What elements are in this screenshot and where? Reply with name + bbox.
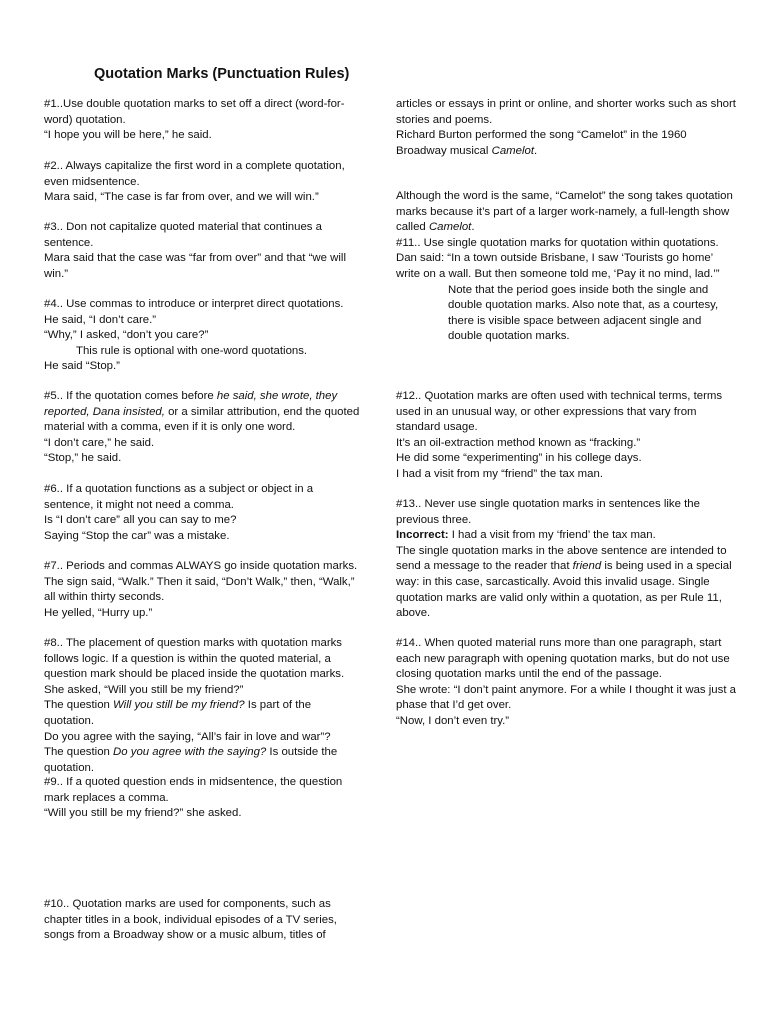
rule-8-text: #8.. The placement of question marks with quotation marks follows logic. If a question is within the quoted material, a question mark should be placed inside the quotation marks. bbox=[44, 637, 345, 681]
rule-10-explain-title: Camelot bbox=[428, 221, 472, 234]
rule-9 bbox=[44, 775, 362, 822]
rule-11-text: #11.. Use single quotation marks for quotation within quotations. bbox=[396, 236, 719, 249]
rule-10-text-2: articles or essays in print or online, and shorter works such as short stories and poems. bbox=[396, 98, 736, 126]
rule-5-example-2: “Stop,” he said. bbox=[44, 452, 122, 465]
rule-5 bbox=[44, 389, 362, 467]
rule-4 bbox=[44, 297, 362, 375]
rule-4-note: This rule is optional with one-word quotations. bbox=[76, 344, 308, 357]
rule-10-example bbox=[396, 128, 736, 159]
rule-10-example-a: Richard Burton performed the song “Camelot” in the 1960 Broadway musical bbox=[396, 129, 687, 157]
rule-5-text-c: or a similar attribution, end the quoted material with a comma, even if it is only one word. bbox=[44, 405, 360, 434]
rule-8-explain-2-c: Is outside the quotation. bbox=[44, 746, 338, 774]
rule-11-note: Note that the period goes inside both the single and double quotation marks. Also note that, as a courtesy, there is visible space between adjacent single and double quotation marks. bbox=[448, 283, 719, 343]
rule-8-explain-1-c: Is part of the quotation. bbox=[44, 699, 312, 727]
rule-1-text: #1..Use double quotation marks to set off a direct (word-for-word) quotation. bbox=[44, 98, 345, 126]
rule-13-text: #13.. Never use single quotation marks in sentences like the previous three. bbox=[396, 498, 700, 526]
rule-8-explain-1-italic: Will you still be my friend? bbox=[113, 699, 245, 712]
rule-13-explain-a: The single quotation marks in the above sentence are intended to send a message to the reader that bbox=[396, 544, 727, 573]
rule-13-explain-italic: friend bbox=[572, 560, 602, 573]
rule-6-example-2: Saying “Stop the car” was a mistake. bbox=[44, 529, 230, 542]
rule-14-text: #14.. When quoted material runs more than one paragraph, start each new paragraph with opening quotation marks, but do not use closing quotation marks until the end of the passage. bbox=[396, 637, 730, 681]
rule-8 bbox=[44, 636, 362, 776]
rule-6-text: #6.. If a quotation functions as a subject or object in a sentence, it might not need a comma. bbox=[44, 483, 314, 511]
rule-5-attributions: he said, she wrote, they reported, Dana insisted, bbox=[44, 390, 338, 418]
rule-14-example-1: She wrote: “I don’t paint anymore. For a while I thought it was just a phase that I’d get over. bbox=[396, 683, 736, 712]
page-title: Quotation Marks (Punctuation Rules) bbox=[94, 66, 350, 82]
rule-1 bbox=[44, 97, 362, 144]
rule-9-text: #9.. If a quoted question ends in midsentence, the question mark replaces a comma. bbox=[44, 776, 343, 804]
rule-8-explain-2 bbox=[44, 745, 362, 776]
rule-13-explain bbox=[396, 544, 736, 622]
rule-10-explain bbox=[396, 189, 736, 236]
rule-11-example: Dan said: “In a town outside Brisbane, I saw ‘Tourists go home’ write on a wall. But then someone told me, ‘Pay it no mind, lad.’” bbox=[396, 252, 720, 280]
rule-10-part-1 bbox=[44, 897, 362, 944]
rule-13-incorrect-label: Incorrect: bbox=[396, 529, 449, 542]
rule-3-example: Mara said that the case was “far from over” and that “we will win.” bbox=[44, 252, 346, 280]
rule-12 bbox=[396, 389, 736, 483]
rule-8-example-2: Do you agree with the saying, “All’s fair in love and war”? bbox=[44, 730, 331, 743]
rule-4-example-2: “Why,” I asked, “don’t you care?” bbox=[44, 329, 209, 342]
rule-7-example-1: The sign said, “Walk.” Then it said, “Don’t Walk,” then, “Walk,” all within thirty seconds. bbox=[44, 575, 355, 604]
rule-12-text: #12.. Quotation marks are often used with technical terms, terms used in an unusual way, or other expressions that vary from standard usage. bbox=[396, 390, 723, 434]
rule-1-example: “I hope you will be here,” he said. bbox=[44, 129, 212, 142]
rule-8-explain-1-a: The question bbox=[44, 699, 114, 712]
rule-2-text: #2.. Always capitalize the first word in a complete quotation, even midsentence. bbox=[44, 160, 345, 188]
rule-10-explain-c: . bbox=[471, 221, 475, 234]
rule-13-incorrect-example: I had a visit from my ‘friend’ the tax man. bbox=[448, 529, 656, 542]
rule-2-example: Mara said, “The case is far from over, and we will win.” bbox=[44, 191, 319, 204]
rule-6 bbox=[44, 482, 362, 544]
rule-14 bbox=[396, 636, 736, 730]
rule-4-example-1: He said, “I don’t care.” bbox=[44, 313, 157, 326]
rule-5-example-1: “I don’t care,” he said. bbox=[44, 436, 155, 449]
rule-10-example-title: Camelot bbox=[491, 144, 535, 157]
rule-3 bbox=[44, 220, 362, 282]
rule-12-example-1: It’s an oil-extraction method known as “fracking.” bbox=[396, 436, 641, 449]
rule-4-text: #4.. Use commas to introduce or interpret direct quotations. bbox=[44, 298, 344, 310]
rule-4-example-3: He said “Stop.” bbox=[44, 360, 120, 373]
rule-5-text bbox=[44, 389, 362, 436]
rule-9-example: “Will you still be my friend?” she asked. bbox=[44, 807, 242, 820]
rule-10-part-3 bbox=[396, 189, 736, 345]
rule-8-explain-2-a: The question bbox=[44, 746, 114, 759]
rule-10-explain-a: Although the word is the same, “Camelot” the song takes quotation marks because it’s part of a larger work-namely, a full-length show called bbox=[396, 190, 733, 234]
rule-12-example-3: I had a visit from my “friend” the tax man. bbox=[396, 467, 604, 480]
rule-10-text-1: #10.. Quotation marks are used for components, such as chapter titles in a book, individual episodes of a TV series, songs from a Broadway show or a music album, titles of bbox=[44, 898, 337, 942]
rule-10-example-c: . bbox=[534, 144, 538, 157]
rule-7-example-2: He yelled, “Hurry up.” bbox=[44, 606, 153, 619]
rule-10-part-2 bbox=[396, 97, 736, 159]
rule-13-explain-c: is being used in a special way: in this case, sarcastically. Avoid this invalid usage. Single quotation marks are valid only within a quotation, as per Rule 11, above. bbox=[396, 560, 732, 620]
rule-8-explain-1 bbox=[44, 698, 362, 729]
rule-14-example-2: “Now, I don’t even try.” bbox=[396, 714, 510, 727]
rule-8-explain-2-italic: Do you agree with the saying? bbox=[113, 746, 267, 759]
rule-12-example-2: He did some “experimenting” in his college days. bbox=[396, 452, 642, 465]
rule-13 bbox=[396, 497, 736, 622]
rule-3-text: #3.. Don not capitalize quoted material that continues a sentence. bbox=[44, 221, 322, 249]
rule-7-text: #7.. Periods and commas ALWAYS go inside quotation marks. bbox=[44, 560, 358, 572]
rule-6-example-1: Is “I don’t care” all you can say to me? bbox=[44, 514, 237, 527]
rule-2 bbox=[44, 159, 362, 206]
rule-13-incorrect bbox=[396, 528, 736, 544]
rule-8-example-1: She asked, “Will you still be my friend?” bbox=[44, 683, 244, 696]
rule-5-text-a: #5.. If the quotation comes before bbox=[44, 390, 217, 402]
rule-7 bbox=[44, 559, 362, 621]
